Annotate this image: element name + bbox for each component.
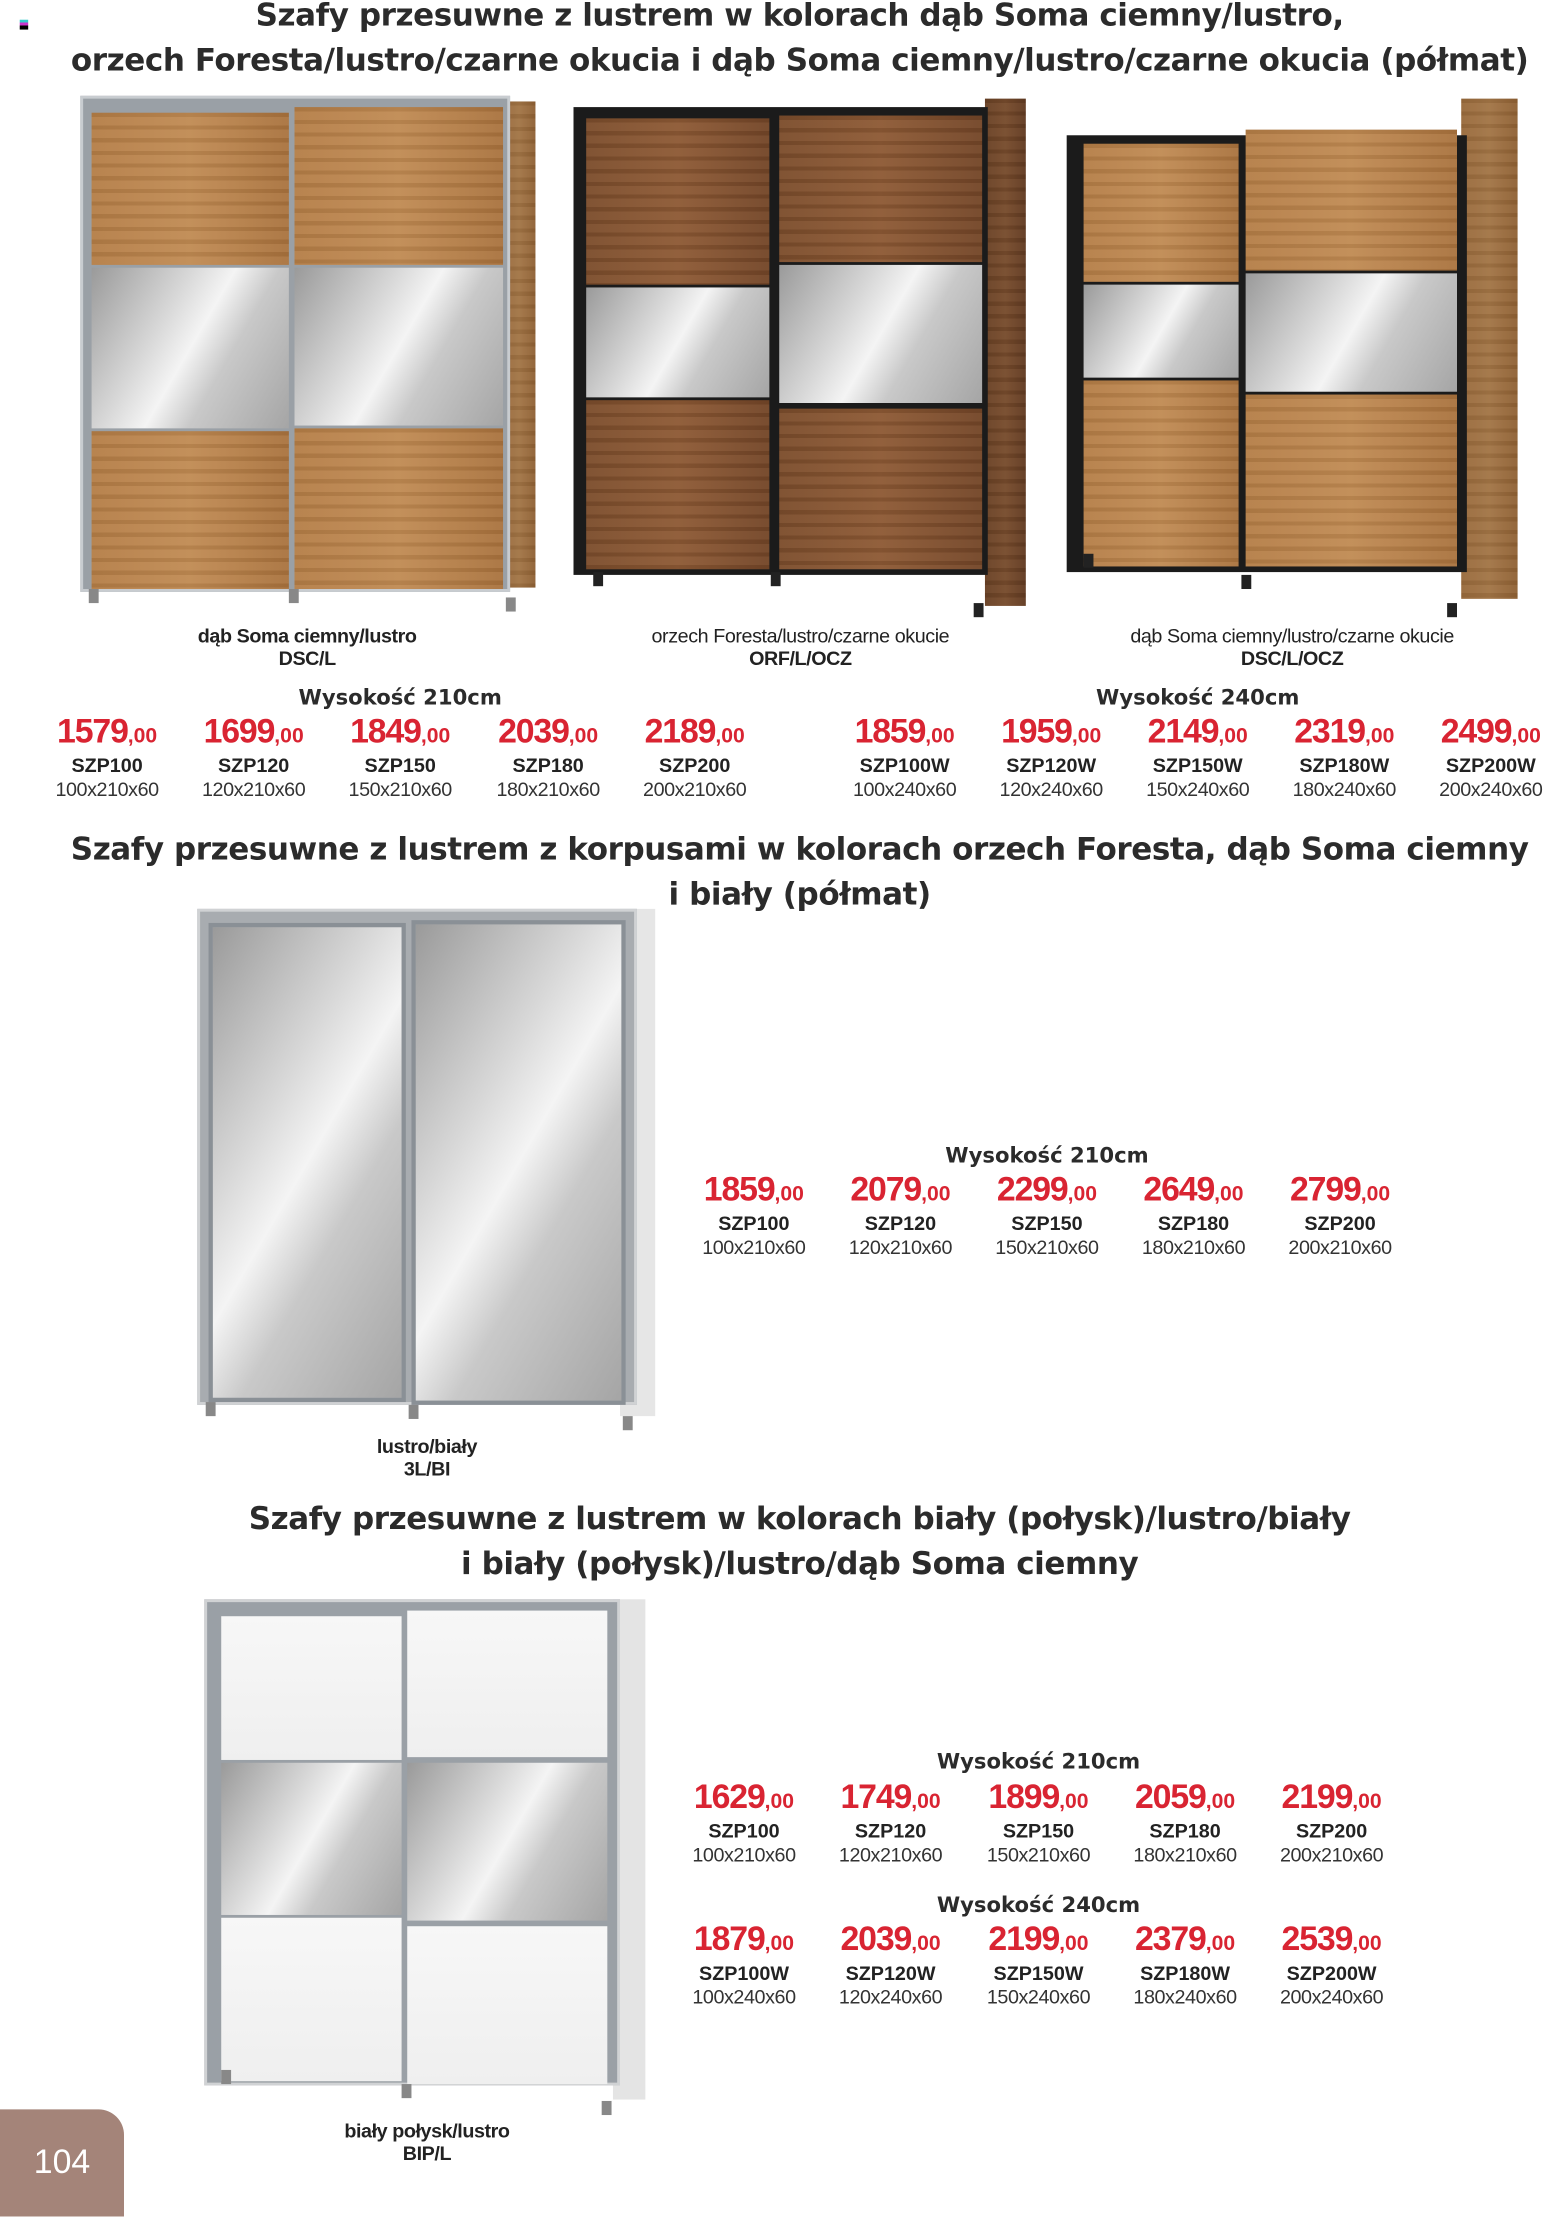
price-value: 2299 xyxy=(996,1170,1068,1209)
price-item xyxy=(621,712,768,801)
price xyxy=(817,1778,964,1819)
wardrobe-image-dsc-l-ocz xyxy=(1067,96,1518,617)
price-cents: ,00 xyxy=(921,1182,951,1207)
price-value: 1749 xyxy=(840,1778,912,1817)
price-cents: ,00 xyxy=(1059,1931,1089,1956)
price xyxy=(965,1920,1112,1961)
price-item xyxy=(180,712,327,801)
product-code: SZP120W xyxy=(845,1961,936,1984)
product-dimensions: 120x240x60 xyxy=(838,1985,943,2008)
height-heading: Wysokość 240cm xyxy=(936,1892,1141,1918)
product-dimensions: 120x210x60 xyxy=(201,777,306,801)
product-code: SZP180 xyxy=(1149,1819,1221,1842)
product-dimensions: 100x210x60 xyxy=(692,1843,796,1866)
product-dimensions: 180x210x60 xyxy=(1141,1235,1246,1259)
variant-caption: dąb Soma ciemny/lustro/czarne okucie DSC/L/OCZ xyxy=(1130,624,1454,670)
price-value: 2649 xyxy=(1143,1170,1215,1209)
price-value: 2539 xyxy=(1281,1920,1353,1959)
price-item xyxy=(1418,712,1550,801)
product-dimensions: 180x240x60 xyxy=(1292,777,1396,801)
price-cents: ,00 xyxy=(1352,1789,1382,1814)
price-value: 2079 xyxy=(850,1170,922,1209)
height-heading: Wysokość 210cm xyxy=(945,1142,1149,1169)
price xyxy=(974,1170,1121,1212)
product-dimensions: 120x210x60 xyxy=(848,1235,953,1259)
price-item xyxy=(671,1778,818,1866)
product-code: SZP180 xyxy=(1157,1211,1230,1235)
height-heading: Wysokość 240cm xyxy=(1096,684,1300,711)
price-item xyxy=(827,1170,974,1259)
product-dimensions: 150x210x60 xyxy=(995,1235,1099,1259)
product-code: SZP120 xyxy=(854,1819,927,1842)
product-dimensions: 180x210x60 xyxy=(1133,1843,1237,1866)
price xyxy=(1112,1920,1259,1961)
price-value: 2199 xyxy=(988,1920,1060,1959)
price xyxy=(621,712,768,754)
price xyxy=(1258,1778,1405,1819)
price xyxy=(327,712,474,754)
product-code: SZP150W xyxy=(1152,753,1243,777)
product-code: SZP100 xyxy=(71,753,143,777)
product-dimensions: 180x240x60 xyxy=(1133,1985,1237,2008)
price-item xyxy=(1258,1920,1405,2008)
price xyxy=(978,712,1125,754)
price-cents: ,00 xyxy=(1511,724,1541,749)
price-item xyxy=(475,712,622,801)
price-cents: ,00 xyxy=(1360,1182,1391,1207)
price xyxy=(34,712,181,754)
price xyxy=(965,1778,1112,1819)
price-value: 2059 xyxy=(1134,1778,1206,1817)
height-heading: Wysokość 210cm xyxy=(298,684,502,711)
price-cents: ,00 xyxy=(1071,724,1102,749)
price-cents: ,00 xyxy=(925,724,955,749)
product-dimensions: 200x210x60 xyxy=(1279,1843,1384,1866)
price-cents: ,00 xyxy=(911,1931,941,1956)
price-item xyxy=(831,712,978,801)
price xyxy=(671,1778,818,1819)
price-cents: ,00 xyxy=(1059,1789,1089,1814)
price-item xyxy=(978,712,1125,801)
price-item xyxy=(965,1778,1112,1866)
page-number: 104 xyxy=(0,2109,124,2216)
price xyxy=(1120,1170,1267,1212)
price-cents: ,00 xyxy=(1218,724,1248,749)
product-code: SZP200 xyxy=(659,753,731,777)
price-value: 1859 xyxy=(854,712,926,752)
price-value: 2149 xyxy=(1147,712,1219,752)
price-cents: ,00 xyxy=(1205,1931,1236,1956)
product-code: SZP120 xyxy=(864,1211,937,1235)
product-code: SZP100W xyxy=(699,1961,789,1984)
price-value: 1859 xyxy=(703,1170,775,1209)
product-code: SZP150 xyxy=(364,753,436,777)
product-code: SZP100 xyxy=(708,1819,780,1842)
price-cents: ,00 xyxy=(1205,1789,1236,1814)
section-title xyxy=(0,0,1550,85)
price xyxy=(1112,1778,1259,1819)
wardrobe-image-3l-bi xyxy=(197,909,655,1433)
section-title: Szafy przesuwne z lustrem z korpusami w kolorach orzech Foresta, dąb Soma ciemny i biały (półmat) xyxy=(70,832,1529,914)
product-code: SZP150W xyxy=(993,1961,1084,1984)
section-title: Szafy przesuwne z lustrem w kolorach biały (połysk)/lustro/biały i biały (połysk)/lustro/dąb Soma ciemny xyxy=(248,1502,1351,1583)
price-value: 1849 xyxy=(350,712,421,752)
product-code: SZP200W xyxy=(1286,1961,1377,1984)
section-title-line: Szafy przesuwne z lustrem w kolorach dąb Soma ciemny/lustro, xyxy=(255,0,1344,34)
price-item xyxy=(34,712,181,801)
product-dimensions: 150x240x60 xyxy=(986,1985,1091,2008)
product-code: SZP150 xyxy=(1002,1819,1075,1842)
price-cents: ,00 xyxy=(568,724,599,749)
price-value: 2039 xyxy=(498,712,569,752)
wardrobe-image-dsc-l xyxy=(80,96,535,603)
price-item xyxy=(327,712,474,801)
price-value: 2379 xyxy=(1134,1920,1206,1959)
price-item xyxy=(974,1170,1121,1259)
price-value: 2039 xyxy=(840,1920,912,1959)
product-code: SZP120W xyxy=(1006,753,1097,777)
price-item xyxy=(1112,1920,1259,2008)
price-value: 2499 xyxy=(1440,712,1512,752)
section-title-line: orzech Foresta/lustro/czarne okucia i dąb Soma ciemny/lustro/czarne okucia (półmat) xyxy=(70,43,1529,79)
price-value: 2799 xyxy=(1289,1170,1361,1209)
price xyxy=(671,1920,818,1961)
variant-caption: dąb Soma ciemny/lustro DSC/L xyxy=(197,624,417,670)
price xyxy=(1258,1920,1405,1961)
wardrobe-image-orf-l-ocz xyxy=(573,96,1025,617)
price xyxy=(475,712,622,754)
price-value: 1629 xyxy=(693,1778,765,1817)
price-item xyxy=(817,1920,964,2008)
price-cents: ,00 xyxy=(1364,724,1395,749)
product-dimensions: 150x210x60 xyxy=(986,1843,1091,1866)
price-cents: ,00 xyxy=(127,724,158,749)
height-heading: Wysokość 210cm xyxy=(936,1748,1141,1775)
product-dimensions: 200x210x60 xyxy=(643,777,747,801)
price xyxy=(1124,712,1271,754)
product-dimensions: 100x210x60 xyxy=(55,777,159,801)
product-dimensions: 100x210x60 xyxy=(702,1235,806,1259)
product-dimensions: 120x240x60 xyxy=(999,777,1103,801)
product-code: SZP120 xyxy=(217,753,290,777)
price-cents: ,00 xyxy=(274,724,304,749)
price-cents: ,00 xyxy=(420,724,451,749)
product-code: SZP100W xyxy=(859,753,950,777)
product-dimensions: 200x240x60 xyxy=(1439,777,1543,801)
price-item xyxy=(1120,1170,1267,1259)
product-dimensions: 100x240x60 xyxy=(852,777,957,801)
price xyxy=(831,712,978,754)
price-cents: ,00 xyxy=(911,1789,941,1814)
product-dimensions: 200x210x60 xyxy=(1288,1235,1392,1259)
product-code: SZP100 xyxy=(718,1211,790,1235)
price xyxy=(681,1170,828,1212)
price xyxy=(827,1170,974,1212)
product-code: SZP200 xyxy=(1295,1819,1368,1842)
variant-caption: biały połysk/lustro BIP/L xyxy=(344,2119,510,2165)
price-item xyxy=(681,1170,828,1259)
price-value: 1879 xyxy=(693,1920,765,1959)
price-item xyxy=(817,1778,964,1866)
price-value: 2199 xyxy=(1281,1778,1353,1817)
price-cents: ,00 xyxy=(1067,1182,1098,1207)
product-code: SZP150 xyxy=(1011,1211,1083,1235)
price-item xyxy=(1258,1778,1405,1866)
price xyxy=(1271,712,1418,754)
price-cents: ,00 xyxy=(715,724,745,749)
price-item xyxy=(1267,1170,1414,1259)
price xyxy=(817,1920,964,1961)
price-value: 1699 xyxy=(203,712,275,752)
price-cents: ,00 xyxy=(764,1789,795,1814)
price-cents: ,00 xyxy=(764,1931,795,1956)
price-item xyxy=(965,1920,1112,2008)
price-value: 1959 xyxy=(1001,712,1072,752)
product-dimensions: 150x210x60 xyxy=(348,777,452,801)
product-code: SZP200 xyxy=(1304,1211,1376,1235)
price-cents: ,00 xyxy=(1214,1182,1244,1207)
price-value: 1899 xyxy=(988,1778,1060,1817)
product-code: SZP200W xyxy=(1445,753,1536,777)
price xyxy=(1267,1170,1414,1212)
product-dimensions: 200x240x60 xyxy=(1279,1985,1384,2008)
product-code: SZP180W xyxy=(1299,753,1390,777)
price-value: 1579 xyxy=(57,712,128,752)
price-item xyxy=(1124,712,1271,801)
variant-caption: orzech Foresta/lustro/czarne okucie ORF/L/OCZ xyxy=(651,624,950,670)
product-dimensions: 100x240x60 xyxy=(692,1985,796,2008)
price xyxy=(180,712,327,754)
product-dimensions: 120x210x60 xyxy=(838,1843,943,1866)
product-dimensions: 180x210x60 xyxy=(496,777,600,801)
price-value: 2319 xyxy=(1294,712,1365,752)
wardrobe-image-bip-l xyxy=(204,1599,645,2120)
price-cents: ,00 xyxy=(774,1182,804,1207)
price-item xyxy=(1271,712,1418,801)
product-dimensions: 150x240x60 xyxy=(1146,777,1250,801)
price-item xyxy=(1112,1778,1259,1866)
price xyxy=(1418,712,1550,754)
price-cents: ,00 xyxy=(1352,1931,1382,1956)
price-item xyxy=(671,1920,818,2008)
price-value: 2189 xyxy=(644,712,716,752)
product-code: SZP180W xyxy=(1140,1961,1231,1984)
variant-caption: lustro/biały 3L/BI xyxy=(376,1434,478,1480)
product-code: SZP180 xyxy=(512,753,584,777)
